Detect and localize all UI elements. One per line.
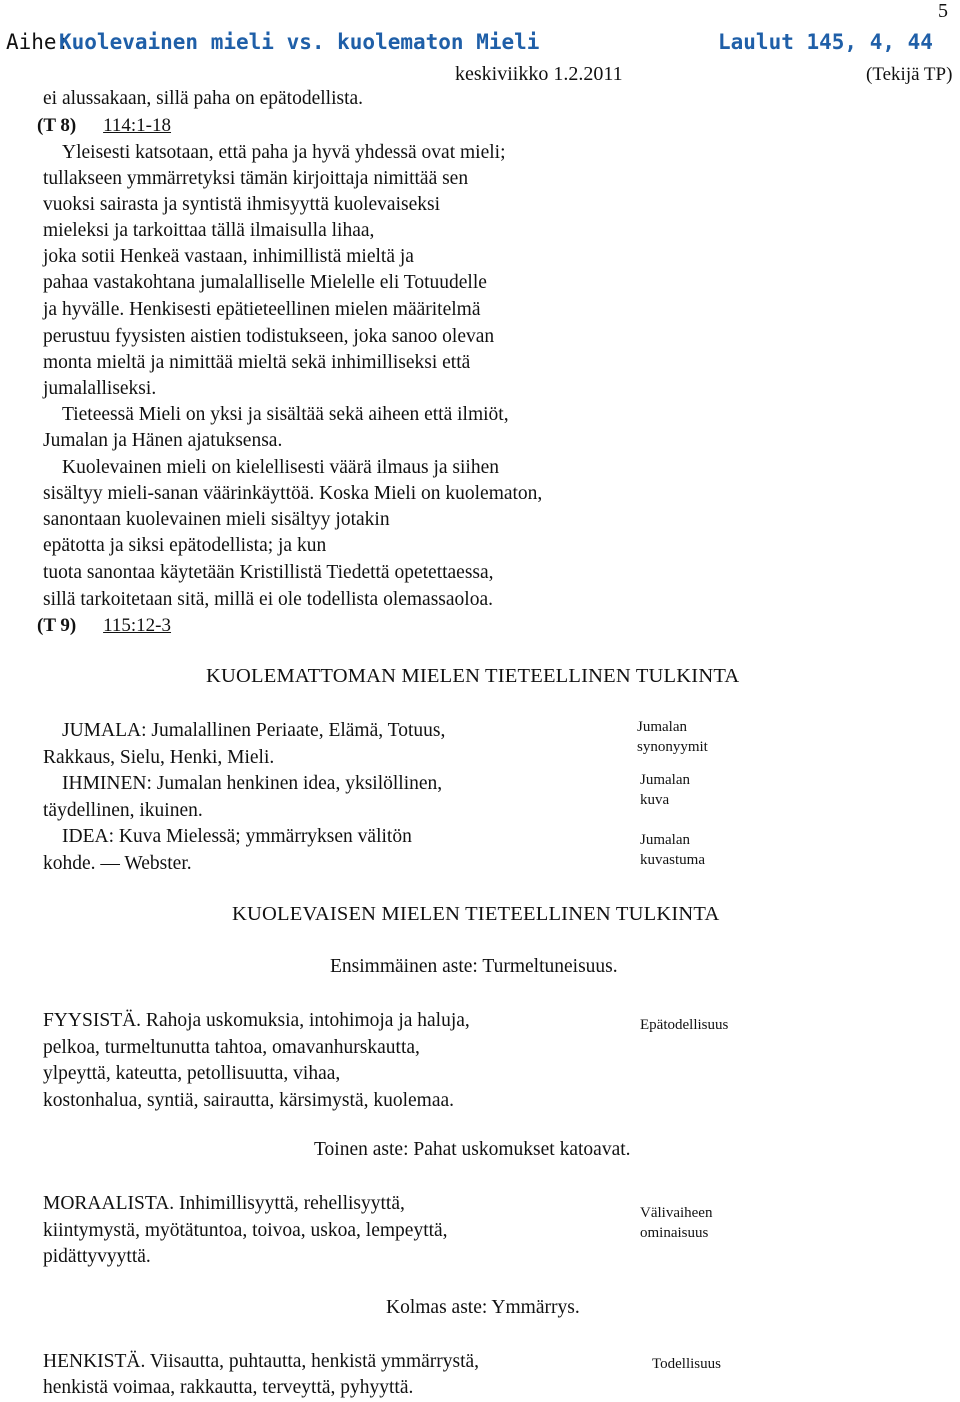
reference-verse: 114:1-18 [103, 115, 172, 136]
reference-verse: 115:12-3 [103, 615, 172, 636]
stage-line: MORAALISTA. Inhimillisyyttä, rehellisyyttä, [43, 1193, 405, 1214]
definition-line: IDEA: Kuva Mielessä; ymmärryksen välitön [62, 826, 412, 847]
side-note [637, 717, 708, 757]
side-note-line: Jumalan [640, 832, 690, 848]
side-note [640, 1015, 728, 1035]
stage-line: pelkoa, turmeltunutta tahtoa, omavanhurskautta, [43, 1037, 420, 1058]
text-line: sisältyy mieli-sanan väärinkäyttöä. Koska Mieli on kuolematon, [43, 483, 543, 504]
side-note-line: synonyymit [637, 739, 708, 755]
definition-line: Rakkaus, Sielu, Henki, Mieli. [43, 747, 275, 768]
text-line: ja hyvälle. Henkisesti epätieteellinen mielen määritelmä [43, 299, 481, 320]
stage-line: kostonhalua, syntiä, sairautta, kärsimystä, kuolemaa. [43, 1090, 455, 1111]
side-note-line: Välivaiheen [640, 1205, 713, 1221]
text-line: mieleksi ja tarkoittaa tällä ilmaisulla lihaa, [43, 220, 375, 241]
reference-t9 [37, 613, 171, 639]
text-line: Tieteessä Mieli on yksi ja sisältää sekä aiheen että ilmiöt, [62, 404, 509, 425]
side-note-line: kuva [640, 792, 670, 808]
side-note-line: Todellisuus [652, 1356, 721, 1372]
text-line: joka sotii Henkeä vastaan, inhimillistä mieltä ja [43, 246, 414, 267]
text-line: vuoksi sairasta ja syntistä ihmisyyttä kuolevaiseksi [43, 194, 440, 215]
stage-line: kiintymystä, myötätuntoa, toivoa, uskoa, lempeyttä, [43, 1220, 448, 1241]
reference-t8 [37, 113, 171, 139]
side-note [652, 1354, 721, 1374]
definition-line: täydellinen, ikuinen. [43, 800, 203, 821]
side-note-line: Jumalan [640, 772, 690, 788]
reference-label: (T 8) [37, 115, 77, 136]
text-line: epätotta ja siksi epätodellista; ja kun [43, 535, 327, 556]
mortal-heading: KUOLEVAISEN MIELEN TIETEELLINEN TULKINTA [232, 903, 720, 925]
topic-title: Kuolevainen mieli vs. kuolematon Mieli [59, 30, 540, 54]
definition-line: JUMALA: Jumalallinen Periaate, Elämä, Totuus, [62, 720, 446, 741]
stage-line: FYYSISTÄ. Rahoja uskomuksia, intohimoja ja haluja, [43, 1010, 470, 1031]
text-line: jumalalliseksi. [43, 378, 157, 399]
text-line: tuota sanontaa käytetään Kristillistä Tiedettä opetettaessa, [43, 562, 494, 583]
text-line: sanontaan kuolevainen mieli sisältyy jotakin [43, 509, 390, 530]
side-note-line: ominaisuus [640, 1225, 709, 1241]
text-line: Yleisesti katsotaan, että paha ja hyvä yhdessä ovat mieli; [62, 142, 506, 163]
side-note [640, 770, 690, 810]
topic-label: Aihe: [6, 30, 70, 54]
side-note-line: kuvastuma [640, 852, 705, 868]
author: (Tekijä TP) [866, 64, 953, 85]
text-line: Kuolevainen mieli on kielellisesti väärä ilmaus ja siihen [62, 457, 500, 478]
page-number: 5 [938, 0, 948, 22]
reference-label: (T 9) [37, 615, 77, 636]
immortal-heading: KUOLEMATTOMAN MIELEN TIETEELLINEN TULKINTA [206, 665, 740, 687]
text-line: tullakseen ymmärretyksi tämän kirjoittaja nimittää sen [43, 168, 469, 189]
side-note-line: Epätodellisuus [640, 1017, 729, 1033]
stage-title: Kolmas aste: Ymmärrys. [386, 1297, 580, 1318]
text-line: monta mieltä ja nimittää mieltä sekä inhimilliseksi että [43, 352, 471, 373]
side-note [640, 1203, 712, 1243]
text-line: Jumalan ja Hänen ajatuksensa. [43, 430, 283, 451]
stage-title: Ensimmäinen aste: Turmeltuneisuus. [330, 956, 618, 977]
side-note [640, 830, 705, 870]
text-line: pahaa vastakohtana jumalalliselle Mielelle eli Totuudelle [43, 272, 487, 293]
date: keskiviikko 1.2.2011 [455, 63, 623, 85]
hymn-numbers: Laulut 145, 4, 44 [718, 30, 933, 54]
stage-line: ylpeyttä, kateutta, petollisuutta, vihaa, [43, 1063, 341, 1084]
text-line: sillä tarkoitetaan sitä, millä ei ole todellista olemassaoloa. [43, 589, 493, 610]
stage-title: Toinen aste: Pahat uskomukset katoavat. [314, 1139, 631, 1160]
side-note-line: Jumalan [637, 719, 687, 735]
text-line: perustuu fyysisten aistien todistukseen, joka sanoo olevan [43, 326, 495, 347]
stage-line: HENKISTÄ. Viisautta, puhtautta, henkistä ymmärrystä, [43, 1351, 480, 1372]
definition-line: kohde. — Webster. [43, 853, 192, 874]
stage-line: pidättyvyyttä. [43, 1246, 151, 1267]
lead-line: ei alussakaan, sillä paha on epätodellista. [43, 88, 364, 109]
stage-line: henkistä voimaa, rakkautta, terveyttä, pyhyyttä. [43, 1377, 414, 1398]
definition-line: IHMINEN: Jumalan henkinen idea, yksilöllinen, [62, 773, 443, 794]
